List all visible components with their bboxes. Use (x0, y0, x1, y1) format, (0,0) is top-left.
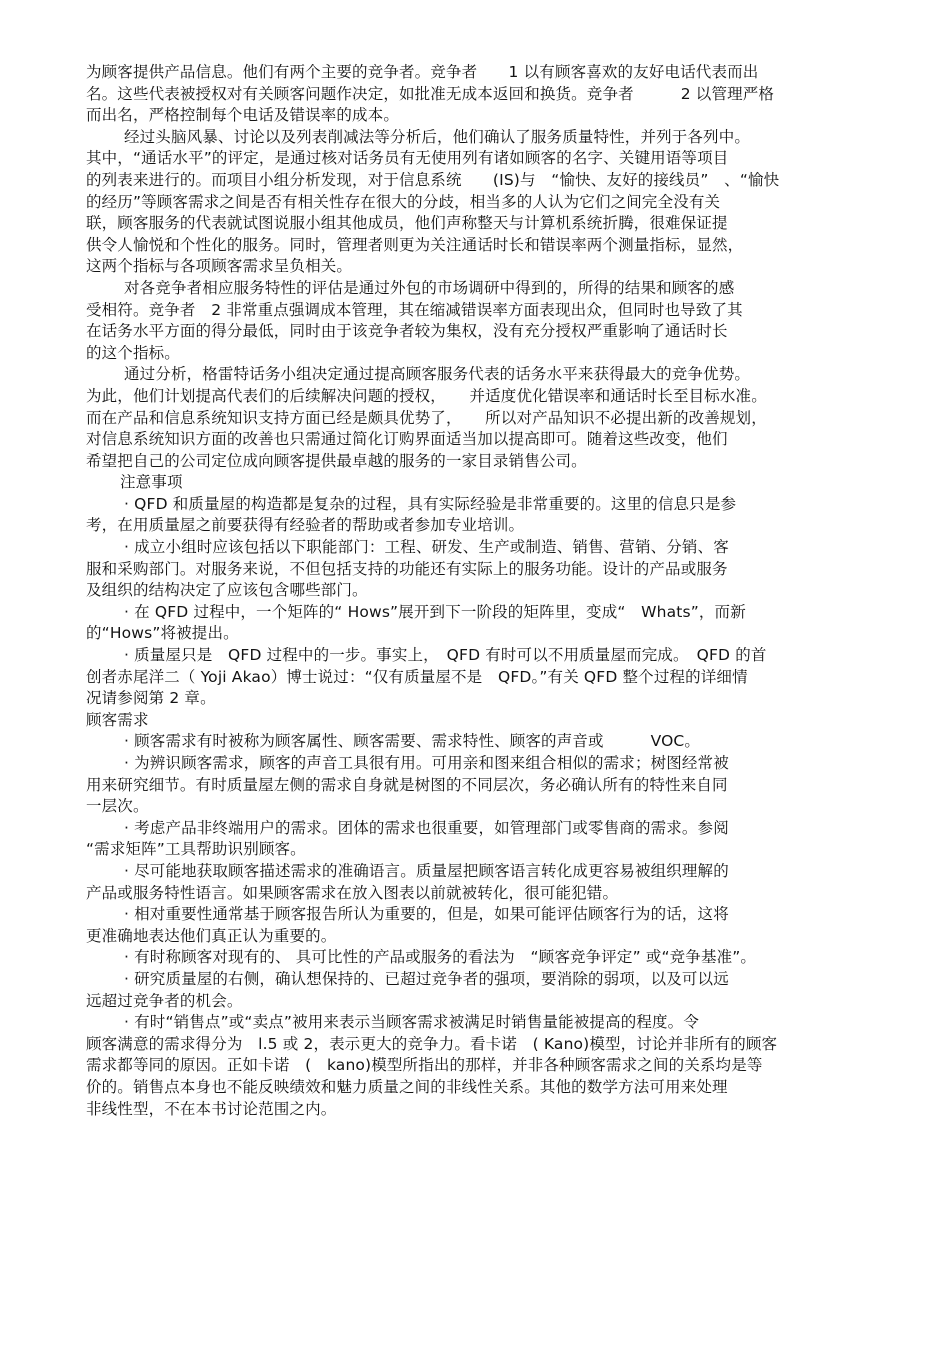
text-line: 供令人愉悦和个性化的服务。同时，管理者则更为关注通话时长和错误率两个测量指标，显然， (86, 235, 744, 254)
customer-item-6 (86, 947, 881, 969)
text-line: 联，顾客服务的代表就试图说服小组其他成员，他们声称整天与计算机系统折腾，很难保证提 (86, 214, 728, 233)
customer-item-7 (86, 969, 881, 1012)
bullet-line: · 研究质量屋的右侧，确认想保持的、已超过竞争者的强项，要消除的弱项，以及可以远 (124, 969, 729, 988)
paragraph-2 (86, 127, 881, 278)
text-line: 产品或服务特性语言。如果顾客需求在放入图表以前就被转化，很可能犯错。 (86, 883, 619, 902)
bullet-line: · 相对重要性通常基于顾客报告所认为重要的，但是，如果可能评估顾客行为的话，这将 (124, 905, 729, 924)
text-line: 服和采购部门。对服务来说，不但包括支持的功能还有实际上的服务功能。设计的产品或服务 (86, 559, 728, 578)
paragraph-4 (86, 364, 881, 472)
text-line: 其中，“通话水平”的评定，是通过核对话务员有无使用列有诸如顾客的名字、关键用语等项目 (86, 149, 729, 168)
text-line: 况请参阅第 2 章。 (86, 689, 216, 708)
document-page (86, 62, 881, 1120)
text-line: 创者赤尾洋二（ Yoji Akao）博士说过：“仅有质量屋不是 QFD。”有关 QFD 整个过程的详细情 (86, 667, 748, 686)
text-line: 的列表来进行的。而项目小组分析发现，对于信息系统 (IS)与 “愉快、友好的接线员” 、“愉快 (86, 170, 780, 189)
text-line: 希望把自己的公司定位成向顾客提供最卓越的服务的一家目录销售公司。 (86, 451, 587, 470)
bullet-line: · 有时“销售点”或“卖点”被用来表示当顾客需求被满足时销售量能被提高的程度。令 (124, 1013, 699, 1032)
text-line: 在话务水平方面的得分最低，同时由于该竞争者较为集权，没有充分授权严重影响了通话时长 (86, 322, 728, 341)
section-heading-customer: 顾客需求 (86, 710, 149, 729)
text-line: 而出名，严格控制每个电话及错误率的成本。 (86, 106, 400, 125)
note-item-4 (86, 645, 881, 710)
text-line: “需求矩阵”工具帮助识别顾客。 (86, 840, 306, 859)
bullet-line: · 有时称顾客对现有的、 具可比性的产品或服务的看法为 “顾客竞争评定” 或“竞争基准”。 (124, 948, 757, 967)
section-heading-notes: 注意事项 (120, 473, 183, 492)
text-line: 的经历”等顾客需求之间是否有相关性存在很大的分歧，相当多的人认为它们之间完全没有关 (86, 192, 721, 211)
customer-item-4 (86, 861, 881, 904)
text-line: 而在产品和信息系统知识支持方面已经是颇具优势了， 所以对产品知识不必提出新的改善规划， (86, 408, 767, 427)
text-line: 的这个指标。 (86, 343, 180, 362)
text-line: 更准确地表达他们真正认为重要的。 (86, 926, 337, 945)
bullet-line: · 尽可能地获取顾客描述需求的准确语言。质量屋把顾客语言转化成更容易被组织理解的 (124, 861, 729, 880)
customer-item-2 (86, 753, 881, 818)
text-line: 一层次。 (86, 797, 149, 816)
customer-item-8 (86, 1012, 881, 1120)
text-line: 远超过竞争者的机会。 (86, 991, 243, 1010)
bullet-line: · QFD 和质量屋的构造都是复杂的过程，具有实际经验是非常重要的。这里的信息只是参 (124, 494, 737, 513)
text-line: 经过头脑风暴、讨论以及列表削减法等分析后，他们确认了服务质量特性，并列于各列中。 (124, 127, 751, 146)
customer-requirements-section (86, 710, 881, 1120)
text-line: 及组织的结构决定了应该包含哪些部门。 (86, 581, 368, 600)
text-line: 这两个指标与各项顾客需求呈负相关。 (86, 257, 353, 276)
note-item-1 (86, 494, 881, 537)
text-line: 对各竞争者相应服务特性的评估是通过外包的市场调研中得到的，所得的结果和顾客的感 (124, 278, 735, 297)
paragraph-1 (86, 62, 881, 127)
text-line: 需求都等同的原因。正如卡诺 ( kano)模型所指出的那样，并非各种顾客需求之间的关系均是等 (86, 1056, 763, 1075)
customer-item-5 (86, 904, 881, 947)
text-line: 用来研究细节。有时质量屋左侧的需求自身就是树图的不同层次，务必确认所有的特性来自同 (86, 775, 728, 794)
bullet-line: · 为辨识顾客需求，顾客的声音工具很有用。可用亲和图来组合相似的需求；树图经常被 (124, 754, 729, 772)
text-line: 对信息系统知识方面的改善也只需通过简化订购界面适当加以提高即可。随着这些改变，他们 (86, 430, 728, 449)
text-line: 价的。销售点本身也不能反映绩效和魅力质量之间的非线性关系。其他的数学方法可用来处理 (86, 1077, 728, 1096)
text-line: 考，在用质量屋之前要获得有经验者的帮助或者参加专业培训。 (86, 516, 525, 535)
bullet-line: · 顾客需求有时被称为顾客属性、顾客需要、需求特性、顾客的声音或 VOC。 (124, 732, 701, 751)
paragraph-3 (86, 278, 881, 364)
bullet-line: · 考虑产品非终端用户的需求。团体的需求也很重要，如管理部门或零售商的需求。参阅 (124, 818, 729, 837)
text-line: 通过分析，格雷特话务小组决定通过提高顾客服务代表的话务水平来获得最大的竞争优势。 (124, 365, 751, 384)
customer-item-3 (86, 818, 881, 861)
customer-item-1 (86, 731, 881, 753)
text-line: 名。这些代表被授权对有关顾客问题作决定，如批准无成本返回和换货。竞争者 2 以管理严格 (86, 84, 775, 103)
text-line: 受相符。竞争者 2 非常重点强调成本管理，其在缩减错误率方面表现出众，但同时也导致了其 (86, 300, 743, 319)
bullet-line: · 成立小组时应该包括以下职能部门：工程、研发、生产或制造、销售、营销、分销、客 (124, 538, 729, 557)
text-line: 为顾客提供产品信息。他们有两个主要的竞争者。竞争者 1 以有顾客喜欢的友好电话代表而出 (86, 63, 759, 81)
note-item-3 (86, 602, 881, 645)
note-item-2 (86, 537, 881, 602)
text-line: 非线性型，不在本书讨论范围之内。 (86, 1099, 337, 1118)
bullet-line: · 质量屋只是 QFD 过程中的一步。事实上， QFD 有时可以不用质量屋而完成。 QFD 的首 (124, 646, 767, 665)
text-line: 顾客满意的需求得分为 l.5 或 2，表示更大的竞争力。看卡诺 ( Kano)模型，讨论并非所有的顾客 (86, 1034, 778, 1053)
notes-section (86, 472, 881, 710)
text-line: 的“Hows”将被提出。 (86, 624, 239, 643)
bullet-line: · 在 QFD 过程中，一个矩阵的“ Hows”展开到下一阶段的矩阵里，变成“ Whats”，而新 (124, 602, 746, 621)
text-line: 为此，他们计划提高代表们的后续解决问题的授权， 并适度优化错误率和通话时长至目标水准。 (86, 386, 767, 405)
